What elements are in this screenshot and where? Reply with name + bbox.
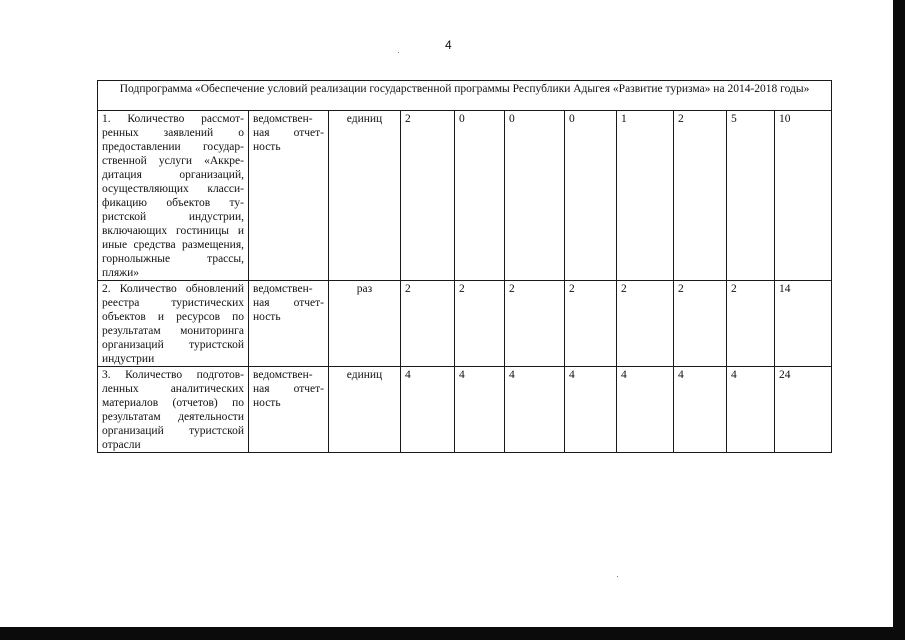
- data-source: ведомственная отчетность: [249, 367, 329, 453]
- scan-border-right: [893, 0, 905, 640]
- indicator-name: 2. Количество обновлений реестра туристических объектов и ресурсов по результатам мониторинга организаций туристской индустрии: [98, 281, 249, 367]
- unit-of-measure: единиц: [329, 367, 401, 453]
- total-value-cell: 14: [775, 281, 832, 367]
- scan-speck: [617, 576, 618, 577]
- value-cell: 4: [617, 367, 674, 453]
- value-cell: 2: [455, 281, 505, 367]
- value-cell: 4: [455, 367, 505, 453]
- value-cell: 0: [455, 111, 505, 281]
- total-value-cell: 10: [775, 111, 832, 281]
- value-cell: 2: [727, 281, 775, 367]
- value-cell: 2: [674, 281, 727, 367]
- table-row: [98, 281, 832, 367]
- unit-of-measure: раз: [329, 281, 401, 367]
- subprogram-header-row: [98, 81, 832, 111]
- table-row: [98, 111, 832, 281]
- value-cell: 2: [565, 281, 617, 367]
- value-cell: 2: [401, 111, 455, 281]
- total-value-cell: 24: [775, 367, 832, 453]
- indicator-name: 1. Количество рассмотренных заявлений о предоставлении государственной услуги «Аккредитация организаций, осуществляющих классификацию объектов туристской индустрии, включающих гостиницы и иные средства размещения, горнолыжные трассы, пляжи»: [98, 111, 249, 281]
- value-cell: 4: [505, 367, 565, 453]
- value-cell: 4: [565, 367, 617, 453]
- indicators-table: [97, 80, 832, 453]
- indicator-name: 3. Количество подготовленных аналитических материалов (отчетов) по результатам деятельности организаций туристской отрасли: [98, 367, 249, 453]
- unit-of-measure: единиц: [329, 111, 401, 281]
- table-row: [98, 367, 832, 453]
- value-cell: 1: [617, 111, 674, 281]
- value-cell: 2: [674, 111, 727, 281]
- page-number: 4: [445, 38, 452, 52]
- value-cell: 4: [674, 367, 727, 453]
- value-cell: 4: [401, 367, 455, 453]
- subprogram-title: Подпрограмма «Обеспечение условий реализации государственной программы Республики Адыгея «Развитие туризма» на 2014-2018 годы»: [98, 81, 832, 111]
- value-cell: 2: [617, 281, 674, 367]
- value-cell: 2: [505, 281, 565, 367]
- scan-speck: [398, 52, 399, 53]
- value-cell: 0: [565, 111, 617, 281]
- value-cell: 2: [401, 281, 455, 367]
- scan-border-bottom: [0, 627, 905, 640]
- data-source: ведомственная отчетность: [249, 111, 329, 281]
- value-cell: 0: [505, 111, 565, 281]
- value-cell: 5: [727, 111, 775, 281]
- data-source: ведомственная отчетность: [249, 281, 329, 367]
- value-cell: 4: [727, 367, 775, 453]
